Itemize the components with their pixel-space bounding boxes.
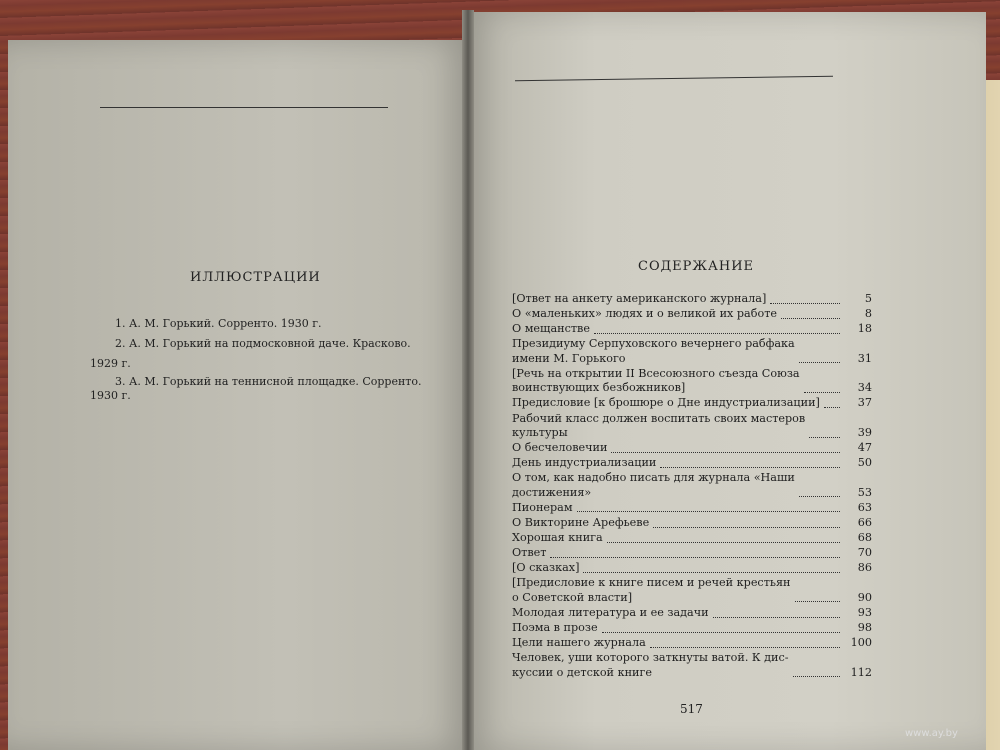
dot-leader (799, 496, 840, 497)
illustration-item-continuation (90, 354, 131, 374)
toc-entry-title: О том, как надобно писать для журнала «Наши достижения» (512, 471, 795, 499)
toc-entry-page: 68 (857, 531, 872, 545)
illustration-line: 1. А. М. Горький. Сорренто. 1930 г. (115, 317, 322, 330)
illustration-item-continuation (90, 386, 131, 406)
toc-entry-page: 53 (857, 485, 872, 499)
illustration-item (115, 334, 411, 354)
toc-entry (512, 636, 872, 651)
toc-entry-title: Рабочий класс должен воспитать своих мастеров культуры (512, 411, 806, 440)
toc-entry-page: 5 (864, 292, 872, 305)
toc-entry (512, 292, 872, 307)
toc-entry-page: 18 (857, 322, 872, 336)
illustration-item (115, 372, 422, 392)
dot-leader (799, 362, 840, 363)
toc-entry (512, 456, 872, 471)
toc-entry-page: 8 (864, 307, 872, 321)
toc-entry-title: [Речь на открытии II Всесоюзного съезда Союза воинствующих безбожников] (512, 366, 800, 395)
toc-entry-title: О Викторине Арефьеве (512, 516, 650, 530)
illustration-line: 3. А. М. Горький на теннисной площадке. Сорренто. (115, 375, 422, 388)
illustration-line: 2. А. М. Горький на подмосковной даче. Красково. (115, 337, 411, 350)
dot-leader (611, 452, 840, 453)
dot-leader (804, 392, 840, 393)
toc-entry-title: [Ответ на анкету американского журнала] (512, 292, 767, 305)
toc-entry-page: 93 (857, 606, 872, 619)
page-number: 517 (680, 702, 703, 716)
toc-entry (512, 396, 872, 411)
toc-entry (512, 367, 872, 396)
illustrations-heading: ИЛЛЮСТРАЦИИ (190, 270, 321, 285)
toc-entry (512, 337, 872, 366)
toc-entry-title: Предисловие [к брошюре о Дне индустриализации] (512, 396, 820, 410)
toc-entry-title: День индустриализации (512, 456, 657, 470)
toc-entry-page: 98 (857, 621, 872, 635)
left-page (8, 40, 470, 750)
dot-leader (793, 676, 840, 677)
toc-entry (512, 561, 872, 576)
dot-leader (602, 632, 840, 633)
illustration-item (115, 314, 321, 334)
toc-entry (512, 471, 872, 500)
dot-leader (594, 333, 840, 334)
toc-entry-title: Пионерам (512, 500, 573, 514)
dot-leader (713, 617, 840, 618)
toc-entry-title: Поэма в прозе (512, 621, 598, 635)
dot-leader (660, 467, 840, 468)
toc-entry-page: 70 (857, 546, 872, 560)
toc-entry (512, 307, 872, 322)
toc-entry-page: 37 (857, 396, 872, 410)
table-of-contents (512, 292, 872, 681)
contents-heading: СОДЕРЖАНИЕ (638, 259, 755, 274)
dot-leader (550, 557, 840, 558)
dot-leader (781, 318, 840, 319)
dot-leader (653, 527, 840, 528)
toc-entry-page: 63 (857, 500, 872, 514)
left-header-rule (100, 107, 388, 108)
toc-entry-title: Человек, уши которого заткнуты ватой. К дис- куссии о детской книге (512, 651, 789, 679)
toc-entry-title: Молодая литература и ее задачи (512, 606, 709, 619)
dot-leader (583, 572, 840, 573)
toc-entry-title: Хорошая книга (512, 531, 603, 545)
toc-entry-page: 100 (850, 636, 872, 650)
toc-entry (512, 531, 872, 546)
toc-entry-title: О мещанстве (512, 322, 590, 336)
toc-entry-page: 47 (857, 441, 872, 455)
toc-entry (512, 651, 872, 680)
toc-entry (512, 621, 872, 636)
dot-leader (770, 303, 840, 304)
toc-entry-page: 50 (857, 456, 872, 470)
watermark: www.ay.by (905, 728, 958, 739)
toc-entry-title: О бесчеловечии (512, 441, 608, 455)
toc-entry (512, 412, 872, 441)
toc-entry-title: О «маленьких» людях и о великой их работе (512, 307, 777, 321)
toc-entry-page: 66 (857, 516, 872, 530)
toc-entry-title: [О сказках] (512, 561, 580, 575)
book-gutter (462, 10, 474, 750)
dot-leader (607, 542, 840, 543)
toc-entry (512, 576, 872, 605)
toc-entry-page: 34 (857, 381, 872, 395)
illustration-line: 1929 г. (90, 357, 131, 370)
toc-entry-title: Цели нашего журнала (512, 636, 646, 650)
dot-leader (650, 647, 840, 648)
toc-entry (512, 546, 872, 561)
toc-entry (512, 441, 872, 456)
dot-leader (809, 437, 840, 438)
toc-entry-title: Президиуму Серпуховского вечернего рабфака имени М. Горького (512, 337, 795, 365)
toc-entry (512, 516, 872, 531)
toc-entry-page: 112 (850, 665, 872, 679)
toc-entry-title: [Предисловие к книге писем и речей крестьян о Советской власти] (512, 576, 791, 604)
toc-entry-page: 90 (857, 590, 872, 604)
toc-entry (512, 501, 872, 516)
toc-entry-page: 31 (857, 351, 872, 365)
toc-entry-page: 86 (857, 561, 872, 575)
toc-entry (512, 606, 872, 621)
illustration-line: 1930 г. (90, 389, 131, 402)
dot-leader (824, 407, 840, 408)
toc-entry-page: 39 (857, 426, 872, 440)
dot-leader (795, 601, 841, 602)
toc-entry-title: Ответ (512, 546, 547, 560)
toc-entry (512, 322, 872, 337)
dot-leader (577, 511, 840, 512)
